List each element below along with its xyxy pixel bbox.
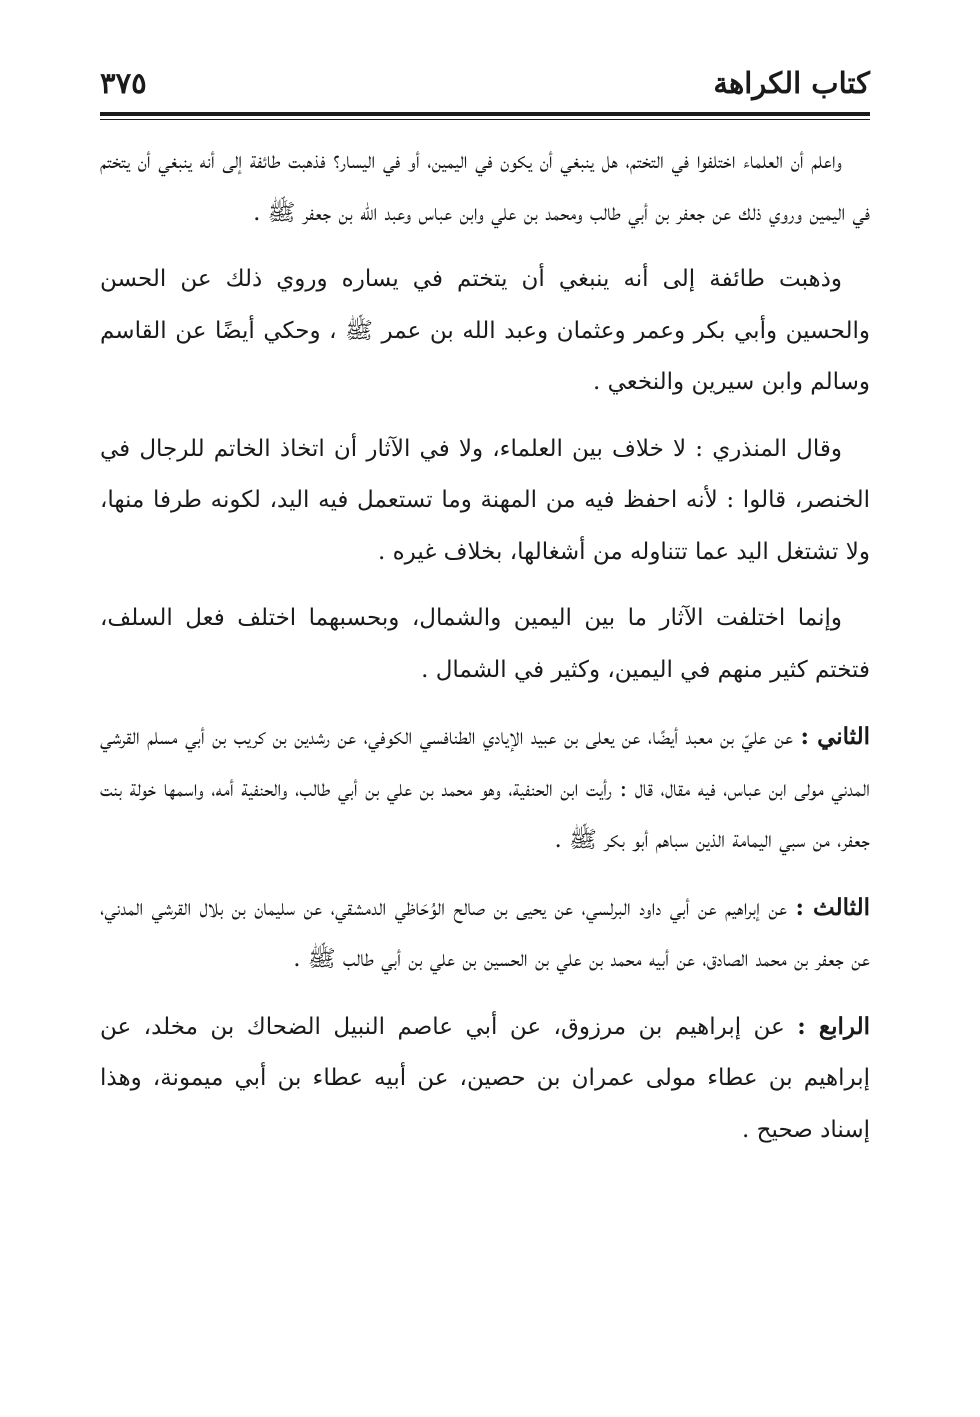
body-text xyxy=(100,136,870,1171)
paragraph xyxy=(100,1001,870,1157)
paragraph-text: عن عليّ بن معبد أيضًا، عن يعلى بن عبيد الإيادي الطنافسي الكوفي، عن رشدين بن كريب بن أبي مسلم القرشي المدني مولى ابن عباس، فيه مقال، قال : رأيت ابن الحنفية، وهو محمد بن علي بن أبي طالب، والحنفية أمه، واسمها خولة بنت جعفر، من سبي اليمامة الذين سباهم أبو بكر ﷺ . xyxy=(100,724,870,853)
paragraph xyxy=(100,593,870,696)
paragraph-text: عن إبراهيم بن مرزوق، عن أبي عاصم النبيل الضحاك بن مخلد، عن إبراهيم بن عطاء مولى عمران بن حصين، عن أبيه عطاء بن أبي ميمونة، وهذا إسناد صحيح . xyxy=(100,1013,870,1143)
paragraph xyxy=(100,424,870,579)
paragraph xyxy=(100,136,870,239)
paragraph xyxy=(100,254,870,409)
chapter-title: كتاب الكراهة xyxy=(713,66,870,100)
paragraph-text: وإنما اختلفت الآثار ما بين اليمين والشمال، وبحسبهما اختلف فعل السلف، فتختم كثير منهم في اليمين، وكثير في الشمال . xyxy=(100,605,870,683)
paragraph xyxy=(100,711,870,867)
paragraph-lead: الثاني : xyxy=(800,723,870,750)
header-rule-thick xyxy=(100,112,870,116)
header-rule-thin xyxy=(100,119,870,120)
paragraph-lead: الثالث : xyxy=(795,893,870,921)
paragraph-lead: الرابع : xyxy=(797,1012,871,1040)
page-number: ٣٧٥ xyxy=(100,66,147,100)
page-header xyxy=(100,66,870,106)
paragraph-text: عن إبراهيم عن أبي داود البرلسي، عن يحيى بن صالح الوُحَاظي الدمشقي، عن سليمان بن بلال القرشي المدني، عن جعفر بن محمد الصادق، عن أبيه محمد بن علي بن الحسين بن علي بن أبي طالب ﷺ . xyxy=(100,894,870,972)
paragraph-text: واعلم أن العلماء اختلفوا في التختم، هل ينبغي أن يكون في اليمين، أو في اليسار؟ فذهبت طائفة إلى أنه ينبغي أن يتختم في اليمين وروي ذلك عن جعفر بن أبي طالب ومحمد بن علي وابن عباس وعبد الله بن جعفر ﷺ . xyxy=(100,148,870,226)
paragraph-text: وذهبت طائفة إلى أنه ينبغي أن يتختم في يساره وروي ذلك عن الحسن والحسين وأبي بكر وعمر وعثمان وعبد الله بن عمر ﷺ ، وحكي أيضًا عن القاسم وسالم وابن سيرين والنخعي . xyxy=(100,266,870,395)
paragraph xyxy=(100,882,870,986)
paragraph-text: وقال المنذري : لا خلاف بين العلماء، ولا في الآثار أن اتخاذ الخاتم للرجال في الخنصر، قالوا : لأنه احفظ فيه من المهنة وما تستعمل فيه اليد، لكونه طرفا منها، ولا تشتغل اليد عما تتناوله من أشغالها، بخلاف غيره . xyxy=(100,435,870,565)
